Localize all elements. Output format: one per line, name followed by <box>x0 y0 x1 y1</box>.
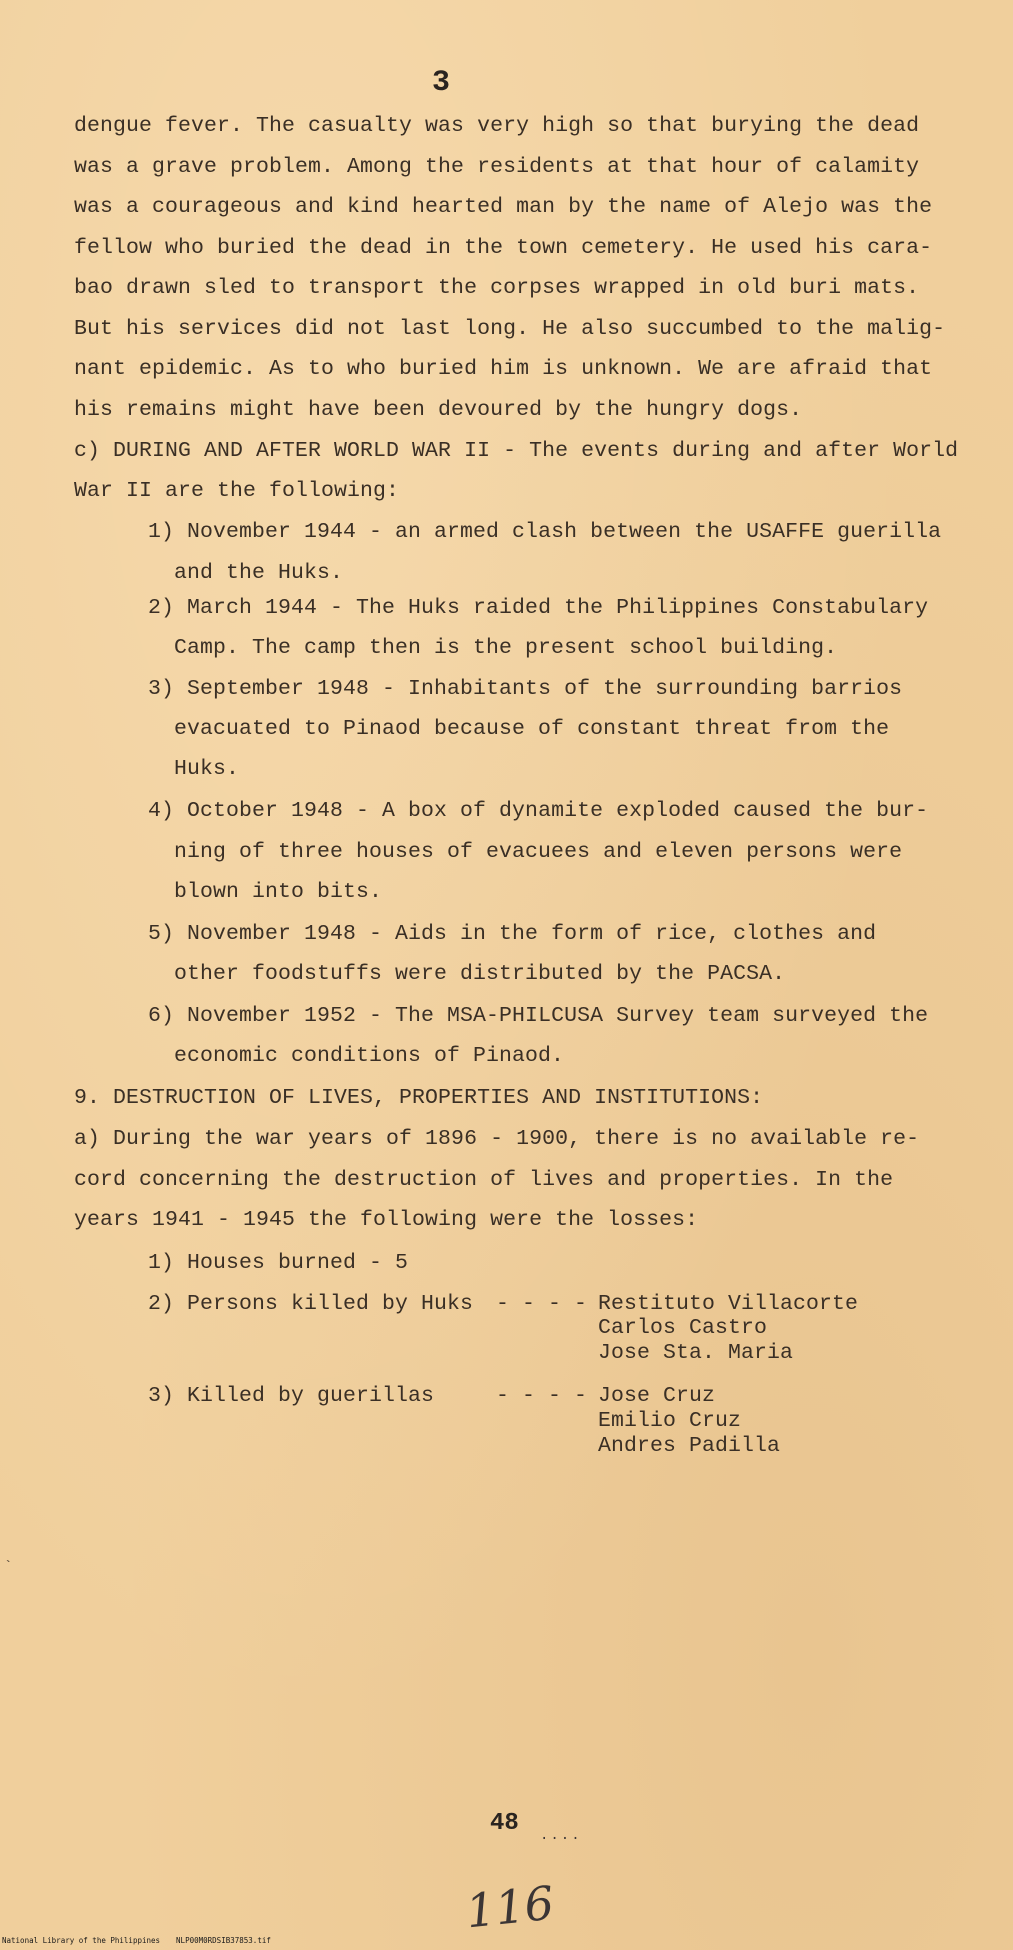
event-item-cont: ning of three houses of evacuees and eleven persons were <box>174 840 903 864</box>
section-9-heading: 9. DESTRUCTION OF LIVES, PROPERTIES AND INSTITUTIONS: <box>74 1086 764 1110</box>
paragraph-line: was a courageous and kind hearted man by the name of Alejo was the <box>74 195 933 219</box>
margin-mark: ` <box>4 1559 13 1575</box>
event-item-cont: Camp. The camp then is the present school building. <box>174 636 838 660</box>
handwritten-page-number: 116 <box>463 1875 557 1939</box>
victim-name: Emilio Cruz <box>598 1409 742 1433</box>
event-item-cont: economic conditions of Pinaod. <box>174 1044 565 1068</box>
paragraph-line: his remains might have been devoured by the hungry dogs. <box>74 398 803 422</box>
dash-separator: - - - - <box>496 1292 588 1316</box>
archive-caption <box>2 1936 271 1945</box>
loss-killed-by-huks-label: 2) Persons killed by Huks <box>148 1292 474 1316</box>
paragraph-line: cord concerning the destruction of lives and properties. In the <box>74 1168 894 1192</box>
paragraph-line: was a grave problem. Among the residents at that hour of calamity <box>74 155 920 179</box>
section-c-heading: c) DURING AND AFTER WORLD WAR II - The events during and after World <box>74 439 959 463</box>
paragraph-line: years 1941 - 1945 the following were the losses: <box>74 1208 699 1232</box>
event-item: 4) October 1948 - A box of dynamite exploded caused the bur- <box>148 799 929 823</box>
event-item-cont: blown into bits. <box>174 880 383 904</box>
event-item-cont: evacuated to Pinaod because of constant threat from the <box>174 717 890 741</box>
paragraph-line: But his services did not last long. He also succumbed to the malig- <box>74 317 946 341</box>
paragraph-line: fellow who buried the dead in the town cemetery. He used his cara- <box>74 236 933 260</box>
event-item-cont: and the Huks. <box>174 561 344 585</box>
victim-name: Carlos Castro <box>598 1316 768 1340</box>
page-number-bottom: 48 <box>490 1810 519 1837</box>
victim-name: Jose Cruz <box>598 1384 716 1408</box>
paragraph-line: a) During the war years of 1896 - 1900, there is no available re- <box>74 1127 920 1151</box>
event-item: 1) November 1944 - an armed clash between the USAFFE guerilla <box>148 520 942 544</box>
victim-name: Restituto Villacorte <box>598 1292 859 1316</box>
caption-filename: NLP00M0RDSIB37853.tif <box>176 1936 271 1945</box>
victim-name: Jose Sta. Maria <box>598 1341 794 1365</box>
paragraph-line: nant epidemic. As to who buried him is unknown. We are afraid that <box>74 357 933 381</box>
event-item: 3) September 1948 - Inhabitants of the surrounding barrios <box>148 677 903 701</box>
ink-dots: .... <box>540 1828 582 1844</box>
caption-library: National Library of the Philippines <box>2 1936 161 1945</box>
dash-separator: - - - - <box>496 1384 588 1408</box>
paragraph-line: dengue fever. The casualty was very high so that burying the dead <box>74 114 920 138</box>
event-item-cont: Huks. <box>174 757 240 781</box>
page-number-top: 3 <box>432 66 451 100</box>
event-item: 2) March 1944 - The Huks raided the Philippines Constabulary <box>148 596 929 620</box>
event-item: 5) November 1948 - Aids in the form of rice, clothes and <box>148 922 877 946</box>
event-item-cont: other foodstuffs were distributed by the PACSA. <box>174 962 786 986</box>
event-item: 6) November 1952 - The MSA-PHILCUSA Survey team surveyed the <box>148 1004 929 1028</box>
victim-name: Andres Padilla <box>598 1434 781 1458</box>
section-c-heading-cont: War II are the following: <box>74 479 400 503</box>
paragraph-line: bao drawn sled to transport the corpses wrapped in old buri mats. <box>74 276 920 300</box>
loss-houses: 1) Houses burned - 5 <box>148 1251 409 1275</box>
loss-killed-by-guerillas-label: 3) Killed by guerillas <box>148 1384 435 1408</box>
